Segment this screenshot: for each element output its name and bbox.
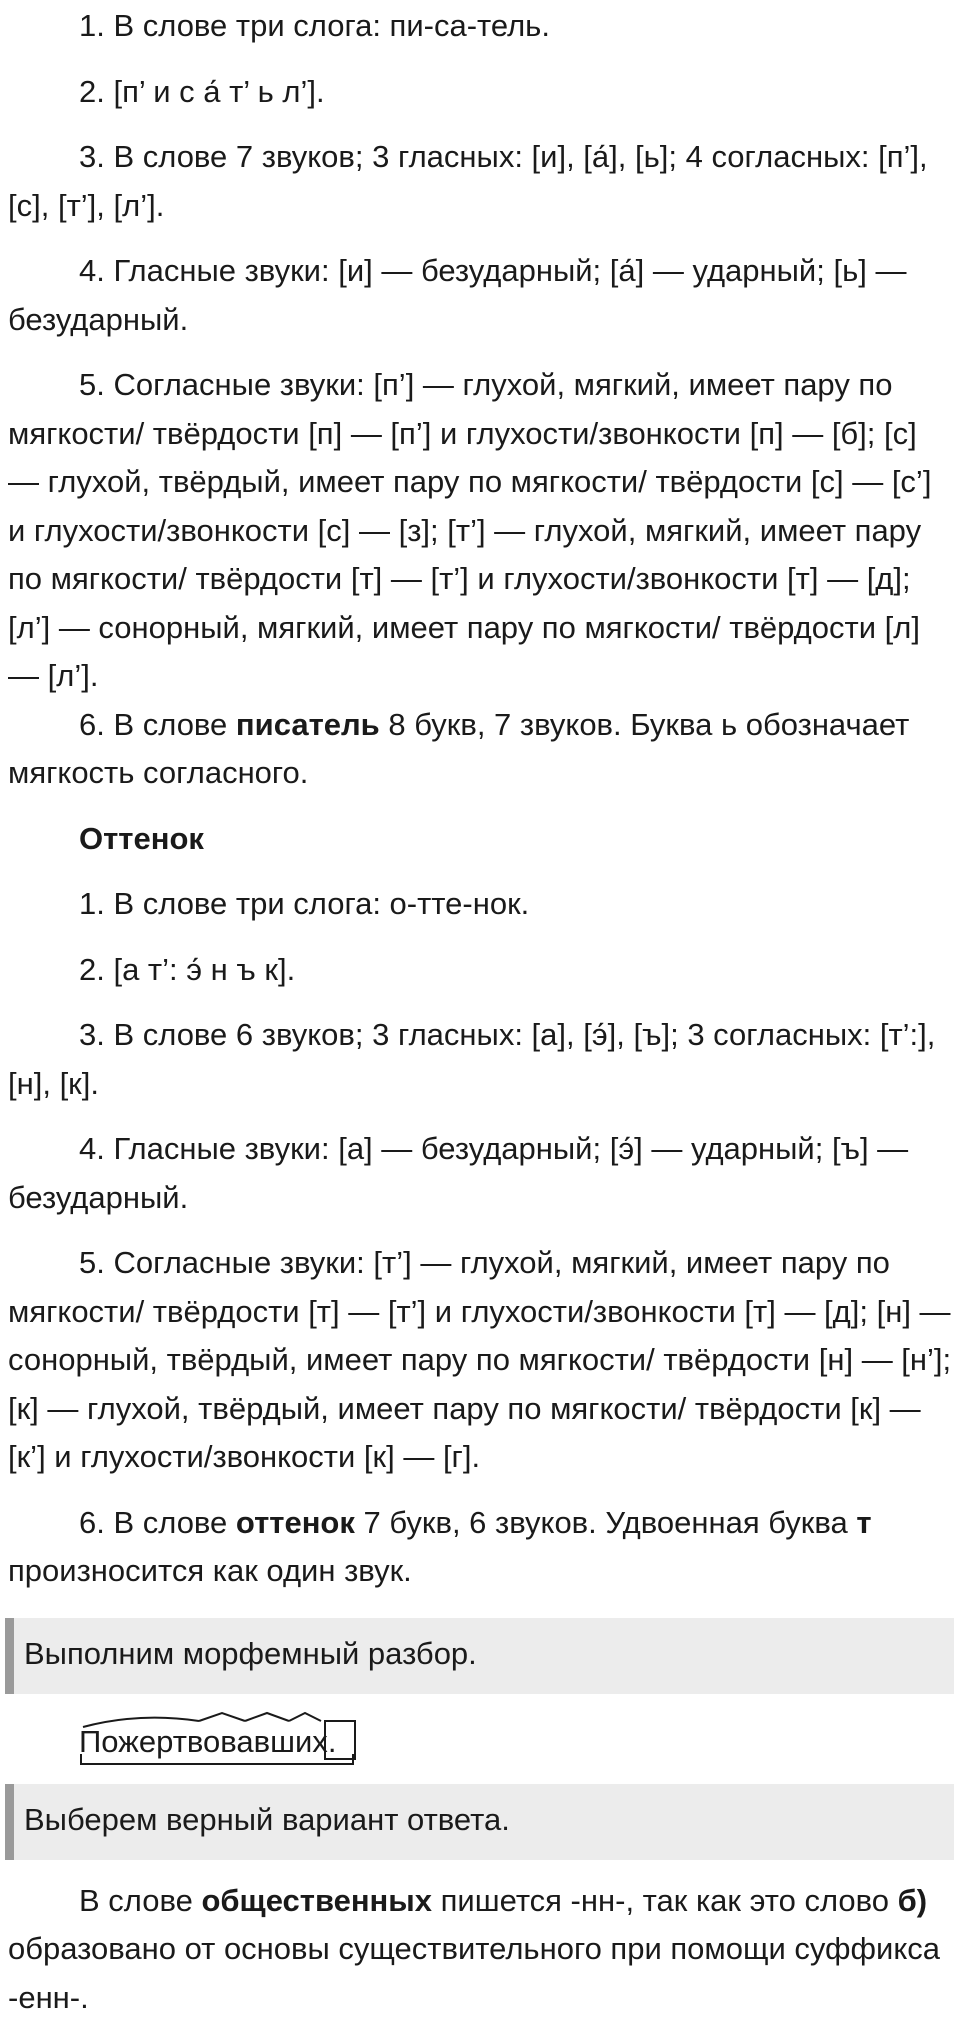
paragraph-transcription-2: 2. [а т’: э́ н ъ к].	[8, 946, 953, 995]
bold-word: оттенок	[236, 1505, 355, 1540]
paragraph-transcription: 2. [п’ и с а́ т’ ь л’].	[8, 68, 953, 117]
morpheme-word: Пожертвовавших.	[79, 1718, 336, 1766]
ending-box	[325, 1721, 355, 1759]
callout-answer-task: Выберем верный вариант ответа.	[5, 1784, 954, 1860]
callout-morpheme-task: Выполним морфемный разбор.	[5, 1618, 954, 1694]
document-body	[8, 0, 953, 2022]
paragraph-sound-count: 3. В слове 7 звуков; 3 гласных: [и], [а́], [ь]; 4 согласных: [п’], [с], [т’], [л’].	[8, 133, 953, 230]
morpheme-marks	[79, 1710, 379, 1772]
bold-word: общественных	[201, 1883, 432, 1918]
paragraph-sound-count-2: 3. В слове 6 звуков; 3 гласных: [а], [э́], [ъ]; 3 согласных: [т’:], [н], [к].	[8, 1011, 953, 1108]
morpheme-stem: Пожертвовавш	[79, 1724, 295, 1759]
bold-letter: т	[856, 1505, 871, 1540]
root-arc	[83, 1717, 199, 1726]
paragraph-syllables-2: 1. В слове три слога: о-тте-нок.	[8, 880, 953, 929]
suffix-caret-1	[199, 1713, 245, 1721]
paragraph-letters-sounds: 6. В слове писатель 8 букв, 7 звуков. Буква ь обозначает мягкость согласного.	[8, 701, 953, 798]
suffix-caret-3	[289, 1713, 321, 1721]
paragraph-consonants-2: 5. Согласные звуки: [т’] — глухой, мягкий, имеет пару по мягкости/ твёрдости [т] — [т’] и глухости/звонкости [т] — [д]; [н] — сонорный, твёрдый, имеет пару по мягкости/ твёрдости [н] — [н’]; [к] — глухой, твёрдый, имеет пару по мягкости/ твёрдости [к] — [к’] и глухости/звонкости [к] — [г].	[8, 1239, 953, 1482]
answer-letter: б)	[898, 1883, 927, 1918]
morpheme-analysis	[79, 1710, 953, 1772]
paragraph-syllables: 1. В слове три слога: пи-са-тель.	[8, 2, 953, 51]
stem-bracket	[81, 1754, 353, 1764]
morpheme-ending: их	[295, 1724, 328, 1759]
suffix-caret-2	[245, 1713, 289, 1721]
bold-word: писатель	[236, 707, 380, 742]
paragraph-answer: В слове общественных пишется -нн-, так как это слово б) образовано от основы существительного при помощи суффикса -енн-.	[8, 1877, 953, 2022]
paragraph-vowels: 4. Гласные звуки: [и] — безударный; [а́] — ударный; [ь] — безударный.	[8, 247, 953, 344]
section-heading: Оттенок	[8, 815, 953, 864]
paragraph-letters-sounds-2: 6. В слове оттенок 7 букв, 6 звуков. Удвоенная буква т произносится как один звук.	[8, 1499, 953, 1596]
paragraph-vowels-2: 4. Гласные звуки: [а] — безударный; [э́] — ударный; [ъ] — безударный.	[8, 1125, 953, 1222]
paragraph-consonants: 5. Согласные звуки: [п’] — глухой, мягкий, имеет пару по мягкости/ твёрдости [п] — [п’] и глухости/звонкости [п] — [б]; [с] — глухой, твёрдый, имеет пару по мягкости/ твёрдости [с] — [с’] и глухости/звонкости [с] — [з]; [т’] — глухой, мягкий, имеет пару по мягкости/ твёрдости [т] — [т’] и глухости/звонкости [т] — [д]; [л’] — сонорный, мягкий, имеет пару по мягкости/ твёрдости [л] — [л’].	[8, 361, 953, 701]
